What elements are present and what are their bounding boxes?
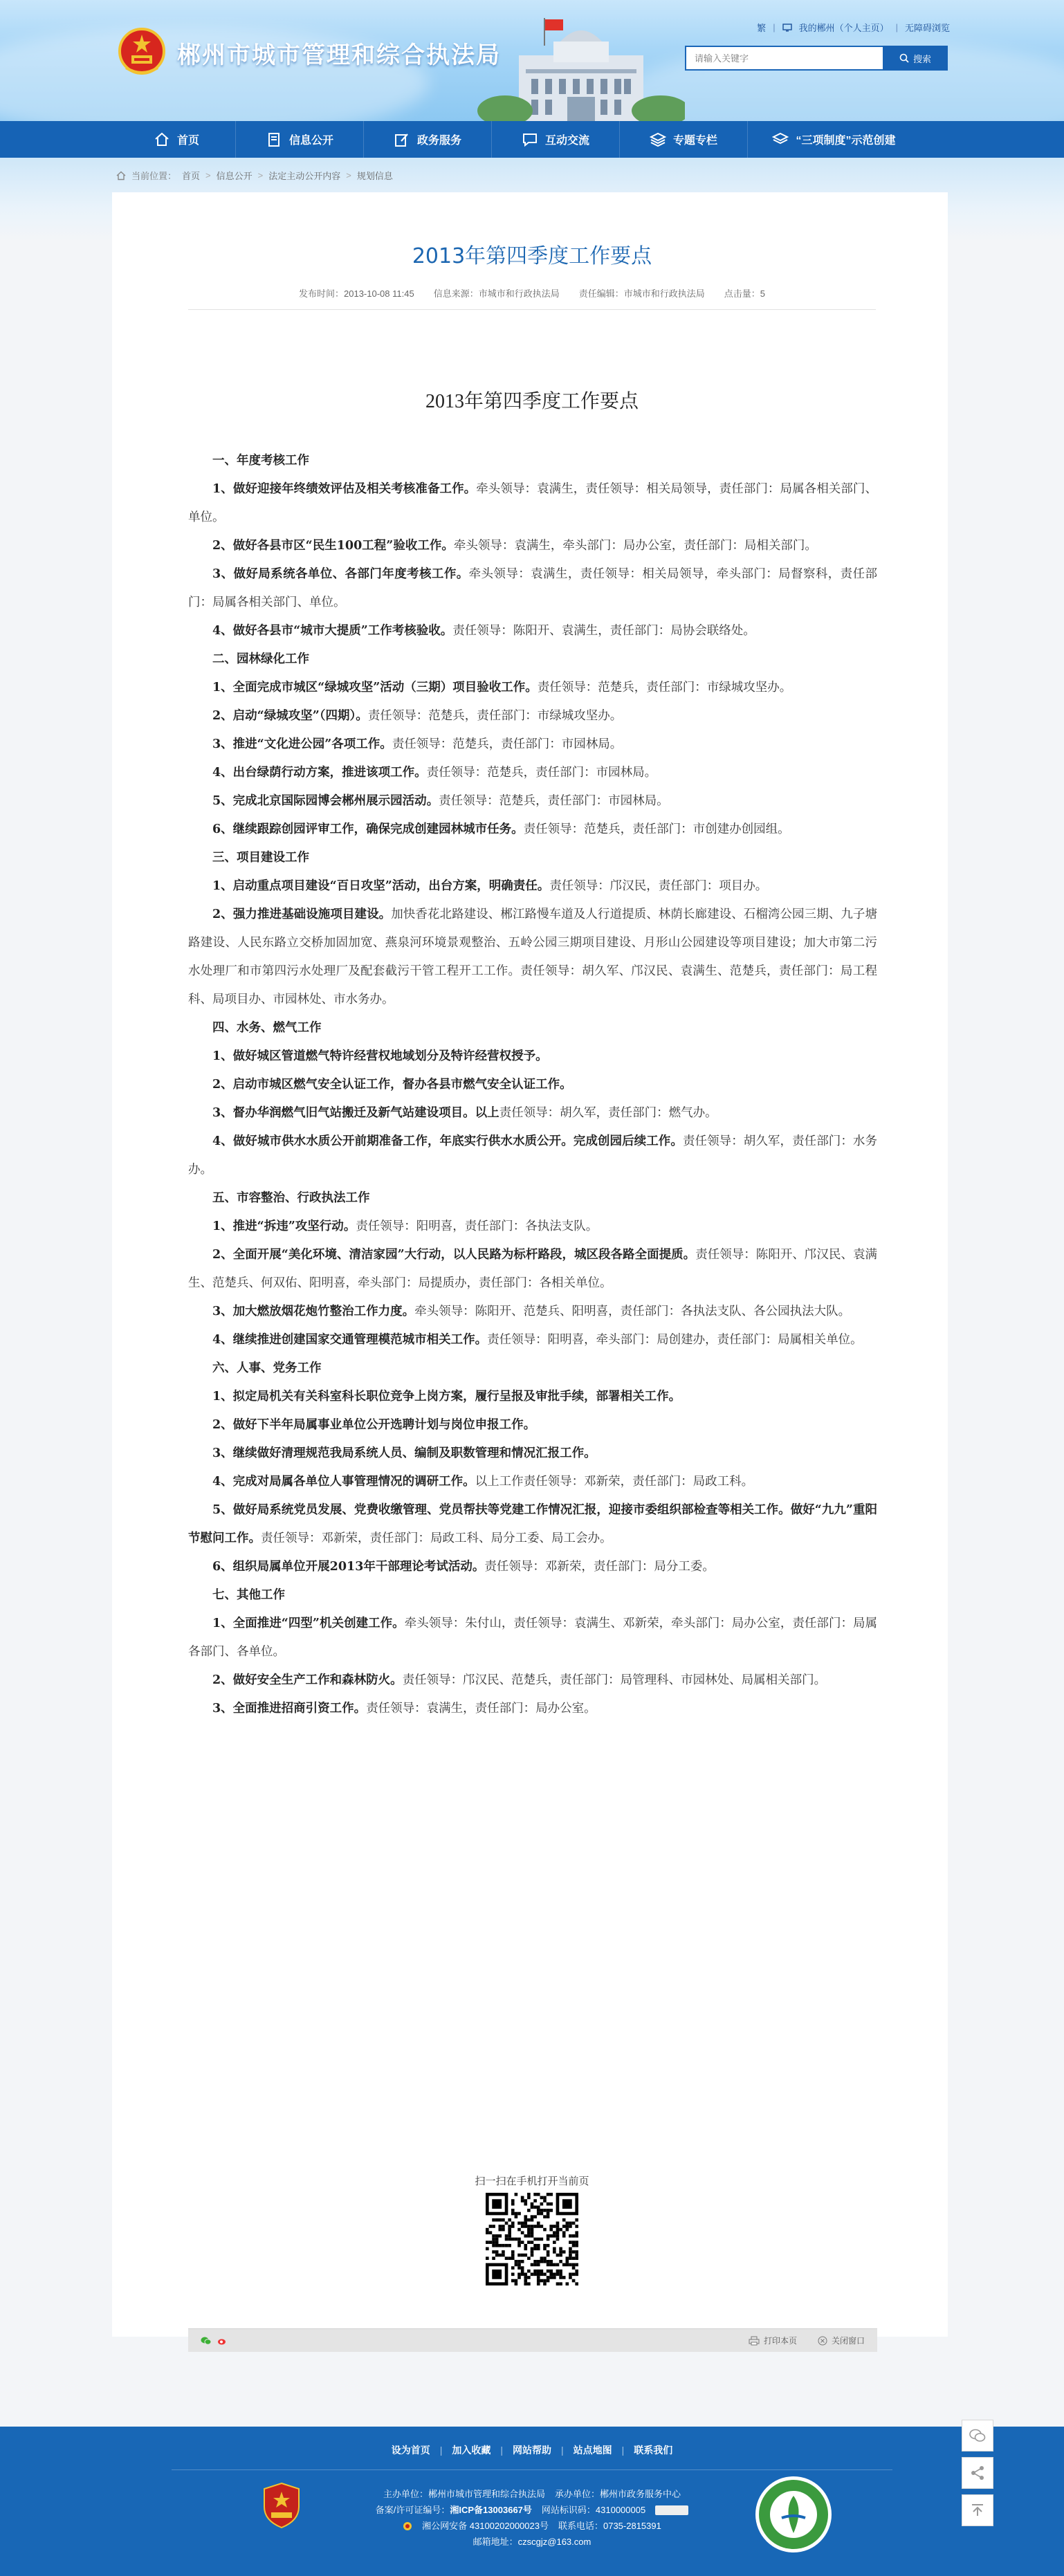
paragraph-lead: 5、做好局系统党员发展、党费收缴管理、党员帮扶等党建工作情况汇报，迎接市委组织部检查等相关工作。做好“九九”重阳节慰问工作。: [188, 1503, 877, 1545]
footer-info: [0, 2486, 1064, 2550]
article-paragraph: [188, 1128, 877, 1184]
footer-police-record[interactable]: 湘公网安备 43100202000023号: [422, 2521, 549, 2531]
breadcrumb-item-home[interactable]: 首页: [182, 171, 201, 181]
article-paragraph: [188, 475, 877, 532]
footer-link-favorite[interactable]: 加入收藏: [452, 2445, 491, 2456]
paragraph-text: 责任领导：邝汉民，责任部门：项目办。: [549, 879, 768, 893]
qr-label: 扫一扫在手机打开当前页: [475, 2175, 589, 2187]
monitor-icon: [782, 24, 792, 32]
paragraph-lead: 3、加大燃放烟花炮竹整治工作力度。: [212, 1305, 415, 1318]
close-icon: [818, 2336, 827, 2346]
footer-link-set-home[interactable]: 设为首页: [391, 2445, 430, 2456]
article-paragraph: [188, 674, 877, 702]
paragraph-text: 责任领导：范楚兵，责任部门：市绿城攻坚办。: [537, 681, 792, 694]
paragraph-lead: 2、做好安全生产工作和森林防火。: [212, 1673, 403, 1687]
chat-icon: [522, 131, 538, 148]
article-paragraph: [188, 1014, 877, 1042]
footer-sponsor: 主办单位：郴州市城市管理和综合执法局: [383, 2489, 545, 2499]
paragraph-lead: 1、启动重点项目建设“百日攻坚”活动，出台方案，明确责任。: [212, 879, 550, 893]
side-toolbar: [962, 2420, 993, 2526]
paragraph-lead: 2、做好下半年局属事业单位公开选聘计划与岗位申报工作。: [212, 1418, 536, 1432]
paragraph-lead: 2、启动“绿城攻坚”（四期）。: [212, 709, 368, 723]
gov-website-identity-badge-icon[interactable]: [754, 2475, 833, 2554]
footer-icp-number[interactable]: 湘ICP备13003667号: [450, 2505, 532, 2515]
article-paragraph: [188, 787, 877, 816]
article-paragraph: [188, 1411, 877, 1439]
nav-item-label: 首页: [176, 135, 199, 147]
share-icon: [970, 2465, 985, 2481]
article-paragraph: [188, 447, 877, 475]
paragraph-text: 责任领导：邓新荣，责任部门：局政工科、局分工委、局工会办。: [261, 1531, 612, 1545]
layers-icon: [650, 131, 666, 148]
paragraph-lead: 3、全面推进招商引资工作。: [212, 1702, 367, 1715]
nav-item-label: “三项制度”示范创建: [796, 135, 896, 147]
article-paragraph: [188, 1383, 877, 1411]
paragraph-text: 责任领导：范楚兵，责任部门：市创建办创园组。: [523, 822, 790, 836]
editor: 责任编辑：市城市和行政执法局: [578, 288, 705, 299]
article-paragraph: [188, 1326, 877, 1354]
paragraph-lead: 1、全面推进“四型”机关创建工作。: [212, 1617, 405, 1630]
paragraph-text: 牵头领导：袁满生，责任领导：相关局领导，责任部门：局属各相关部门、单位。: [188, 482, 877, 524]
article-paragraph: [188, 702, 877, 730]
paragraph-lead: 六、人事、党务工作: [212, 1361, 322, 1375]
nav-item-special-topics[interactable]: [619, 121, 747, 158]
wechat-icon: [969, 2429, 986, 2442]
paragraph-lead: 6、继续跟踪创园评审工作，确保完成创建园林城市任务。: [212, 822, 524, 836]
paragraph-text: 加快香花北路建设、郴江路慢车道及人行道提质、林荫长廊建设、石榴湾公园三期、九子塘路建设、人民东路立交桥加固加宽、燕泉河环境景观整治、五岭公园三期项目建设、月形山公园建设等项目建设；加大市第二污水处理厂和市第四污水处理厂及配套截污干管工程开工工作。责任领导：胡久军、邝汉民、袁满生、范楚兵，责任部门：局工程科、局项目办、市园林处、市水务办。: [188, 908, 877, 1006]
footer-email: 邮箱地址：czscgjz@163.com: [473, 2537, 591, 2547]
article-paragraph: [188, 645, 877, 674]
accessibility-link[interactable]: 无障碍浏览: [904, 23, 950, 33]
home-icon: [154, 131, 170, 148]
breadcrumb-item-info[interactable]: 信息公开: [216, 171, 253, 181]
article-paragraph: [188, 1241, 877, 1298]
paragraph-lead: 4、继续推进创建国家交通管理模范城市相关工作。: [212, 1333, 488, 1347]
nav-item-three-systems[interactable]: [747, 121, 920, 158]
article-paragraph: [188, 1695, 877, 1723]
paragraph-lead: 2、做好各县市区“民生100工程”验收工作。: [212, 539, 454, 553]
nav-item-label: 政务服务: [416, 135, 461, 147]
paragraph-lead: 4、完成对局属各单位人事管理情况的调研工作。: [212, 1475, 475, 1489]
nav-item-label: 互动交流: [544, 135, 589, 147]
article-paragraph: [188, 532, 877, 560]
paragraph-lead: 4、出台绿荫行动方案，推进该项工作。: [212, 766, 427, 780]
arrow-up-icon: [970, 2503, 985, 2518]
my-chenzhou-link[interactable]: 我的郴州（个人主页）: [798, 23, 889, 33]
article-paragraph: [188, 1666, 877, 1695]
title-divider: [188, 309, 876, 310]
nav-item-label: 专题专栏: [672, 135, 717, 147]
paragraph-lead: 三、项目建设工作: [212, 851, 309, 865]
site-footer: [0, 2427, 1064, 2576]
national-emblem-icon[interactable]: [118, 26, 166, 77]
footer-link-contact[interactable]: 联系我们: [634, 2445, 673, 2456]
nav-item-home[interactable]: [118, 121, 235, 158]
paragraph-lead: 2、强力推进基础设施项目建设。: [212, 908, 392, 921]
footer-icp-label: 备案/许可证编号：: [375, 2505, 450, 2515]
close-window-button[interactable]: [818, 2335, 865, 2346]
edit-icon: [394, 131, 410, 148]
paragraph-lead: 4、做好城市供水水质公开前期准备工作，年底实行供水水质公开。完成创园后续工作。: [212, 1134, 683, 1148]
top-links: 繁 | 我的郴州（个人主页） | 无障碍浏览: [757, 22, 950, 33]
paragraph-lead: 七、其他工作: [212, 1588, 285, 1602]
paragraph-text: 责任领导：邓新荣，责任部门：局分工委。: [484, 1560, 715, 1574]
paragraph-text: 牵头领导：袁满生，牵头部门：局办公室，责任部门：局相关部门。: [453, 539, 817, 553]
government-building-illustration: [477, 14, 685, 121]
paragraph-lead: 3、督办华润燃气旧气站搬迁及新气站建设项目。以上: [212, 1106, 499, 1120]
paragraph-lead: 五、市容整治、行政执法工作: [212, 1191, 370, 1205]
article-paragraph: [188, 1213, 877, 1241]
printer-icon: [749, 2336, 760, 2346]
paragraph-text: 责任领导：胡久军，责任部门：水务办。: [188, 1134, 877, 1177]
weibo-share-icon[interactable]: [217, 2336, 227, 2346]
breadcrumb-prefix: 当前位置：: [131, 171, 177, 181]
footer-link-sitemap[interactable]: 站点地图: [573, 2445, 612, 2456]
paragraph-lead: 3、推进“文化进公园”各项工作。: [212, 737, 392, 751]
paragraph-text: 责任领导：范楚兵，责任部门：市园林局。: [439, 794, 669, 808]
document-title: 2013年第四季度工作要点: [425, 391, 639, 412]
print-label: 打印本页: [763, 2336, 797, 2346]
article-paragraph: [188, 560, 877, 617]
article-paragraph: [188, 617, 877, 645]
article-body: [188, 447, 877, 1723]
paragraph-text: 牵头领导：朱付山，责任领导：袁满生、邓新荣，牵头部门：局办公室，责任部门：局属各部门、各单位。: [188, 1617, 878, 1659]
document-icon: [266, 131, 282, 148]
article-paragraph: [188, 872, 877, 901]
paragraph-lead: 1、推进“拆违”攻坚行动。: [212, 1220, 356, 1233]
article-paragraph: [188, 759, 877, 787]
paragraph-lead: 6、组织局属单位开展2013年干部理论考试活动。: [212, 1560, 485, 1574]
paragraph-lead: 1、拟定局机关有关科室科长职位竞争上岗方案，履行呈报及审批手续，部署相关工作。: [212, 1390, 681, 1404]
article-paragraph: [188, 1581, 877, 1610]
paragraph-text: 责任领导：阳明喜，责任部门：各执法支队。: [356, 1220, 598, 1233]
paragraph-lead: 3、做好局系统各单位、各部门年度考核工作。: [212, 567, 469, 581]
paragraph-lead: 2、全面开展“美化环境、清洁家园”大行动，以人民路为标杆路段，城区段各路全面提质。: [212, 1248, 696, 1262]
search-button-label: 搜索: [912, 53, 931, 64]
nav-item-info-disclosure[interactable]: [235, 121, 363, 158]
paragraph-text: 责任领导：陈阳开、邝汉民、袁满生、范楚兵、何双佑、阳明喜，牵头部门：局提质办，责任部门：各相关单位。: [188, 1248, 878, 1290]
article-paragraph: [188, 901, 877, 1014]
paragraph-text: 责任领导：陈阳开、袁满生，责任部门：局协会联络处。: [452, 624, 755, 638]
info-source: 信息来源：市城市和行政执法局: [433, 288, 560, 299]
article-paragraph: [188, 1610, 877, 1666]
paragraph-text: 责任领导：范楚兵，责任部门：市绿城攻坚办。: [367, 709, 623, 723]
print-page-button[interactable]: [749, 2335, 797, 2346]
traditional-chinese-link[interactable]: 繁: [757, 23, 767, 33]
site-error-badge-icon[interactable]: [655, 2505, 688, 2515]
paragraph-text: 责任领导：阳明喜，牵头部门：局创建办，责任部门：局属相关单位。: [487, 1333, 863, 1347]
site-title[interactable]: 郴州市城市管理和综合执法局: [177, 42, 501, 69]
article-paragraph: [188, 1468, 877, 1496]
paragraph-lead: 1、做好迎接年终绩效评估及相关考核准备工作。: [212, 482, 477, 496]
article-paragraph: [188, 730, 877, 759]
article-paragraph: [188, 1354, 877, 1383]
footer-undertaker: 承办单位：郴州市政务服务中心: [555, 2489, 681, 2499]
wechat-share-icon[interactable]: [201, 2336, 212, 2346]
article-title: 2013年第四季度工作要点: [412, 244, 652, 268]
paragraph-text: 牵头领导：陈阳开、范楚兵、阳明喜，责任部门：各执法支队、各公园执法大队。: [414, 1305, 851, 1318]
close-label: 关闭窗口: [831, 2336, 865, 2346]
search-button[interactable]: [883, 46, 948, 71]
paragraph-text: 责任领导：胡久军，责任部门：燃气办。: [499, 1106, 717, 1120]
paragraph-lead: 4、做好各县市“城市大提质”工作考核验收。: [212, 624, 453, 638]
article-paragraph: [188, 1298, 877, 1326]
breadcrumb-item-planning[interactable]: 规划信息: [356, 171, 393, 181]
nav-item-label: 信息公开: [288, 135, 333, 147]
article-paragraph: [188, 1496, 877, 1553]
footer-link-help[interactable]: 网站帮助: [513, 2445, 551, 2456]
article-paragraph: [188, 1553, 877, 1581]
paragraph-text: 责任领导：范楚兵，责任部门：市园林局。: [392, 737, 623, 751]
search-input[interactable]: [685, 46, 883, 71]
publish-time: 发布时间：2013-10-08 11:45: [299, 288, 414, 299]
nav-item-interaction[interactable]: [491, 121, 619, 158]
main-nav: [0, 121, 1064, 158]
breadcrumb-item-statutory[interactable]: 法定主动公开内容: [268, 171, 341, 181]
share-bar: [188, 2328, 877, 2352]
paragraph-lead: 1、做好城区管道燃气特许经营权地域划分及特许经营权授予。: [212, 1049, 548, 1063]
police-badge-icon: [403, 2521, 412, 2531]
paragraph-lead: 一、年度考核工作: [212, 454, 309, 468]
footer-site-code: 网站标识码：4310000005: [541, 2505, 646, 2515]
view-count: 点击量：5: [724, 288, 765, 299]
paragraph-lead: 3、继续做好清理规范我局系统人员、编制及职数管理和情况汇报工作。: [212, 1446, 596, 1460]
paragraph-lead: 5、完成北京国际园博会郴州展示园活动。: [212, 794, 439, 808]
article-meta: [0, 286, 1064, 300]
article-paragraph: [188, 1099, 877, 1128]
wechat-tool-button[interactable]: [962, 2420, 993, 2451]
share-tool-button[interactable]: [962, 2457, 993, 2489]
home-icon: [116, 171, 126, 181]
paragraph-lead: 四、水务、燃气工作: [212, 1021, 322, 1035]
footer-phone: 联系电话：0735-2815391: [558, 2521, 661, 2531]
article-paragraph: [188, 1439, 877, 1468]
article-paragraph: [188, 816, 877, 844]
paragraph-text: 责任领导：邝汉民、范楚兵，责任部门：局管理科、市园林处、局属相关部门。: [402, 1673, 827, 1687]
article-paragraph: [188, 844, 877, 872]
nav-item-gov-services[interactable]: [363, 121, 491, 158]
breadcrumb: 当前位置： 首页 > 信息公开 > 法定主动公开内容 > 规划信息: [116, 169, 393, 182]
paragraph-lead: 1、全面完成市城区“绿城攻坚”活动（三期）项目验收工作。: [212, 681, 538, 694]
article-paragraph: [188, 1184, 877, 1213]
search-icon: [899, 53, 909, 63]
paragraph-lead: 二、园林绿化工作: [212, 652, 309, 666]
paragraph-text: 以上工作责任领导：邓新荣，责任部门：局政工科。: [475, 1475, 754, 1489]
article-paragraph: [188, 1071, 877, 1099]
paragraph-text: 责任领导：袁满生，责任部门：局办公室。: [366, 1702, 596, 1715]
paragraph-text: 牵头领导：袁满生，责任领导：相关局领导，牵头部门：局督察科，责任部门：局属各相关部门、单位。: [188, 567, 877, 609]
back-to-top-button[interactable]: [962, 2494, 993, 2526]
site-header: [0, 0, 1064, 121]
footer-links: 设为首页 | 加入收藏 | 网站帮助 | 站点地图 | 联系我们: [391, 2445, 673, 2456]
paragraph-text: 责任领导：范楚兵，责任部门：市园林局。: [426, 766, 657, 780]
paragraph-lead: 2、启动市城区燃气安全认证工作，督办各县市燃气安全认证工作。: [212, 1078, 572, 1092]
stack-icon: [772, 131, 789, 148]
qr-code: [486, 2193, 578, 2285]
article-paragraph: [188, 1042, 877, 1071]
